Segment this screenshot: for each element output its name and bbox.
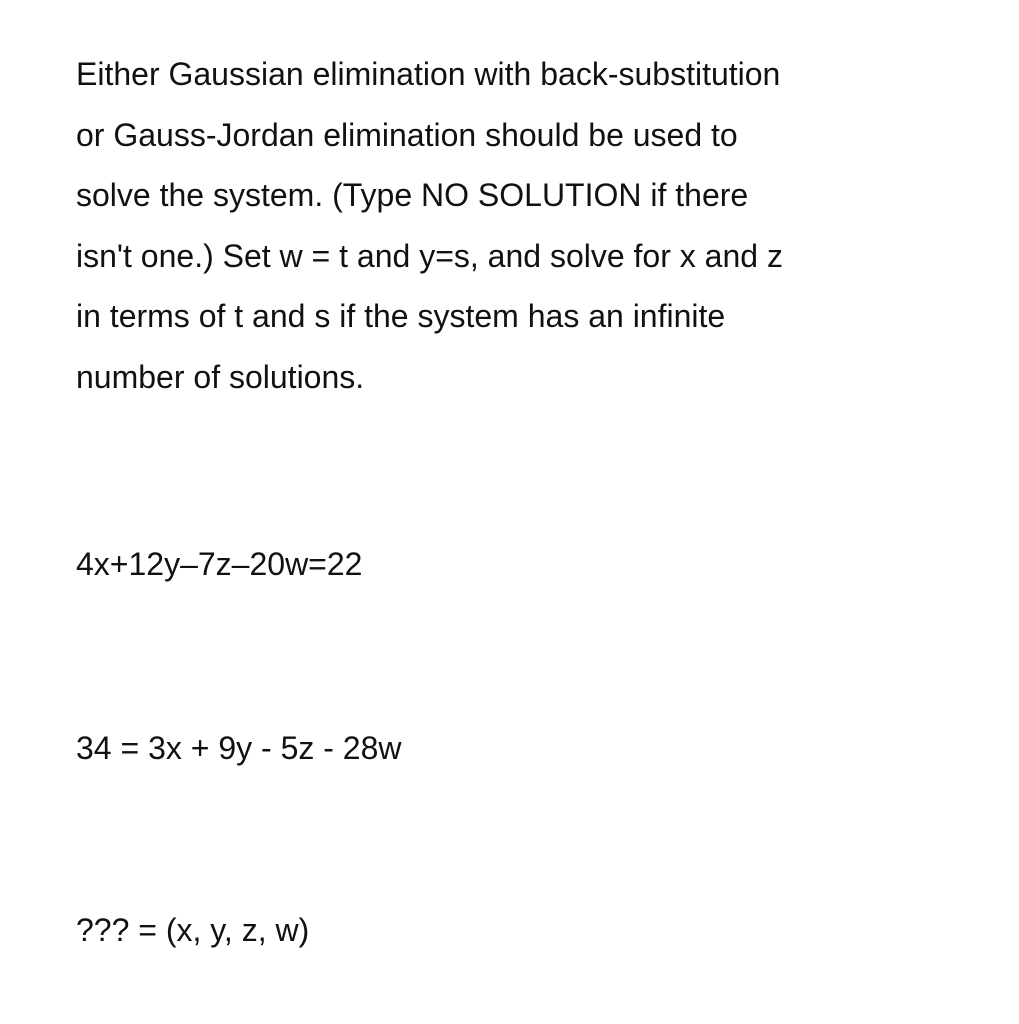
equation-2: 34 = 3x + 9y - 5z - 28w	[76, 730, 402, 766]
problem-instructions	[76, 44, 976, 407]
instruction-line-4: isn't one.) Set w = t and y=s, and solve for x and z	[76, 237, 783, 274]
answer-prompt: ??? = (x, y, z, w)	[76, 912, 310, 948]
instruction-line-3: solve the system. (Type NO SOLUTION if there	[76, 177, 749, 213]
equation-1: 4x+12y–7z–20w=22	[76, 546, 363, 582]
instruction-line-6: number of solutions.	[76, 358, 365, 395]
instruction-line-2: or Gauss-Jordan elimination should be used to	[76, 116, 738, 153]
instruction-line-1: Either Gaussian elimination with back-substitution	[76, 56, 781, 92]
instruction-line-5: in terms of t and s if the system has an infinite	[76, 298, 726, 334]
